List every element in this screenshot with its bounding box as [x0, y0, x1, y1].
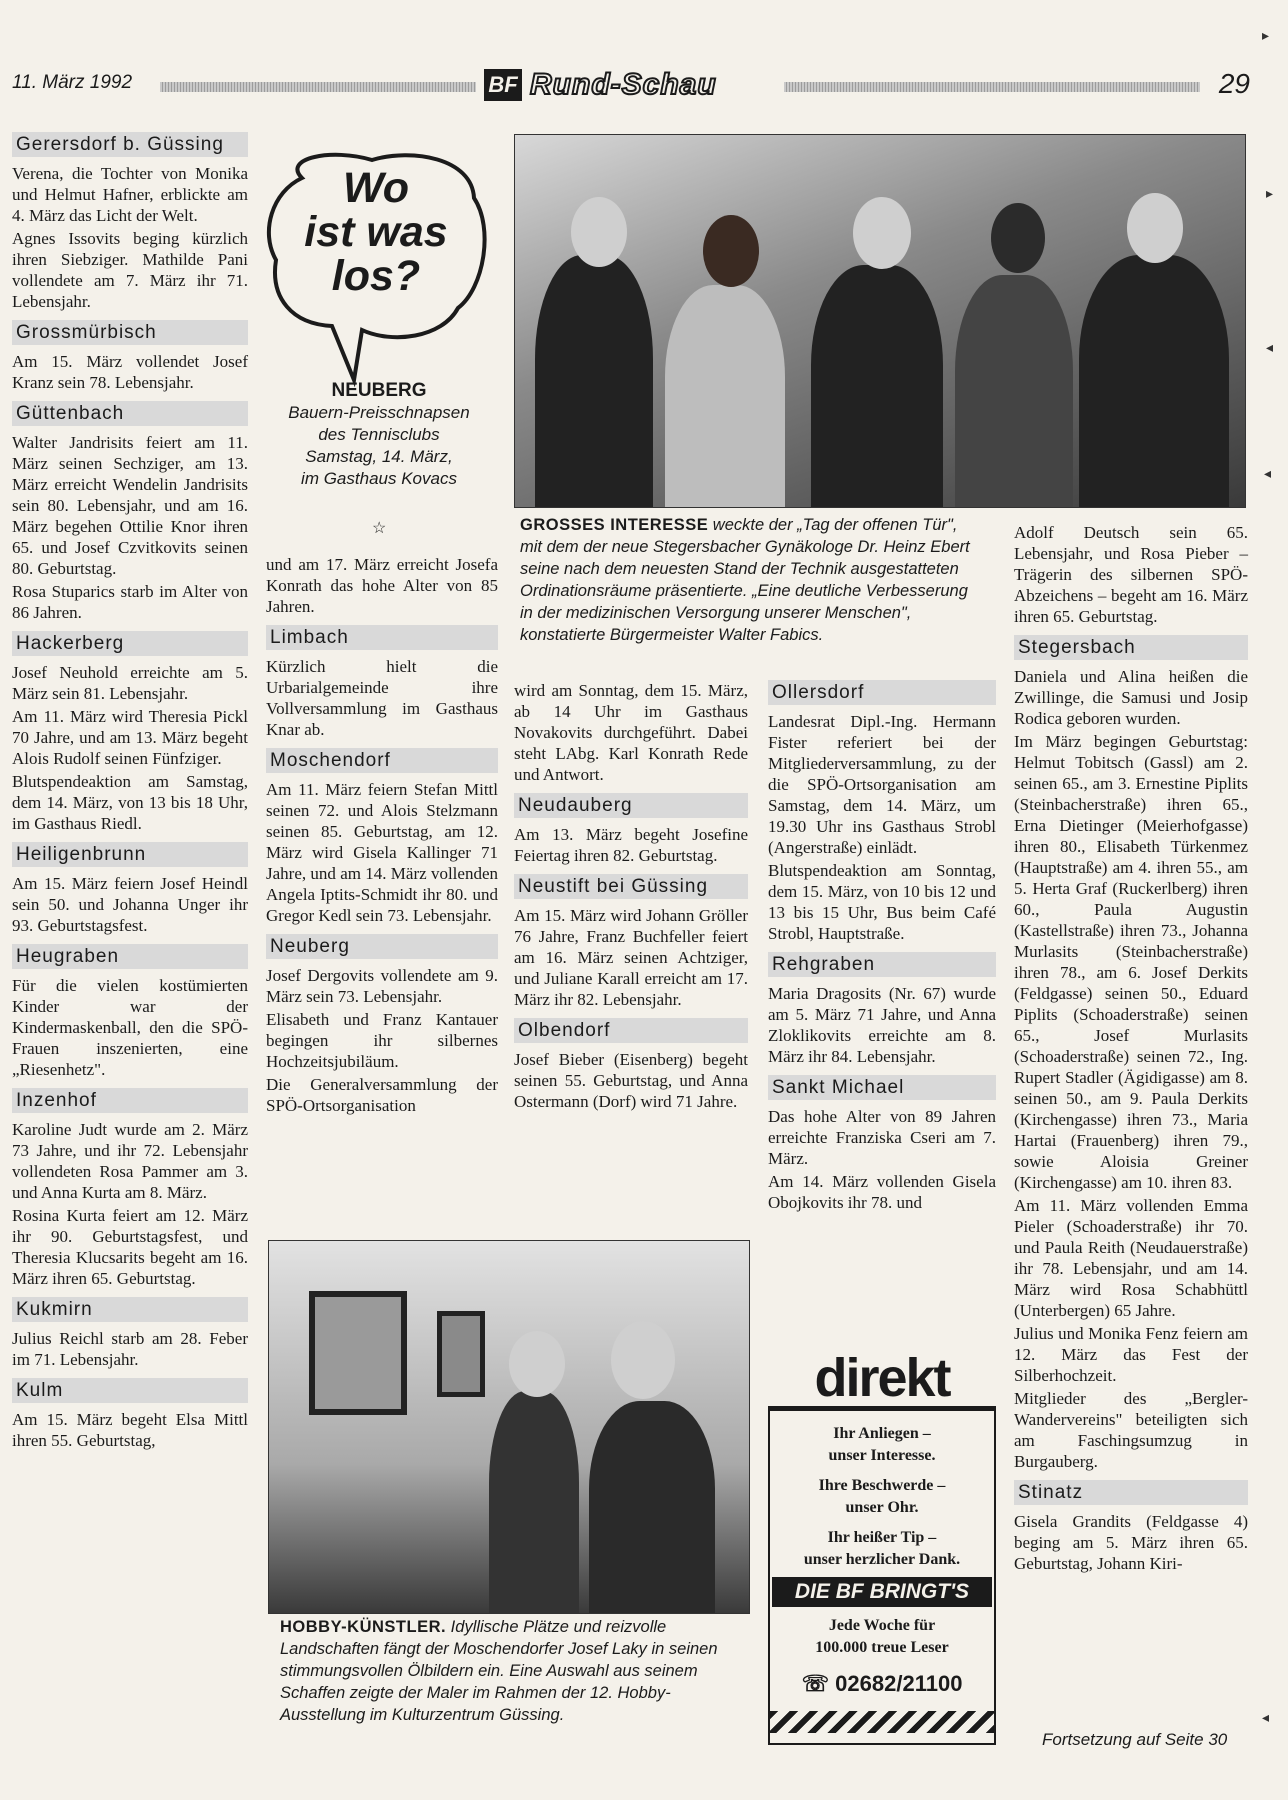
paragraph: Am 13. März begeht Josefine Feiertag ihren 82. Geburtstag. [514, 825, 748, 865]
column-4 [768, 680, 996, 1215]
event-line: Bauern-Preisschnapsen [288, 403, 470, 422]
margin-mark-icon: ◂ [1262, 1711, 1270, 1726]
margin-mark-icon: ◂ [1264, 467, 1272, 482]
heading-ollersdorf: Ollersdorf [768, 680, 996, 705]
bubble-line: Wo [342, 164, 410, 212]
heading-grossmuerbisch: Grossmürbisch [12, 320, 248, 345]
paragraph: Für die vielen kostümierten Kinder war der Kindermaskenball, den die SPÖ-Frauen inszenierten, eine „Riesenhetz". [12, 976, 248, 1079]
bf-logo: BF [484, 69, 522, 101]
person-head [853, 197, 911, 269]
heading-neudauberg: Neudauberg [514, 793, 748, 818]
painting [309, 1291, 407, 1415]
person [955, 275, 1073, 508]
heading-hackerberg: Hackerberg [12, 631, 248, 656]
paragraph: Agnes Issovits beging kürzlich ihren Siebziger. Mathilde Pani vollendete am 7. März ihr 71. Lebensjahr. [12, 229, 248, 311]
heading-neustift: Neustift bei Güssing [514, 874, 748, 899]
heading-kukmirn: Kukmirn [12, 1297, 248, 1322]
paragraph: Daniela und Alina heißen die Zwillinge, die Samusi und Josip Rodica geboren wurden. [1014, 667, 1248, 728]
paragraph: Josef Neuhold erreichte am 5. März sein 81. Lebensjahr. [12, 663, 248, 703]
person-head [509, 1331, 565, 1397]
person-head [571, 197, 627, 267]
heading-heugraben: Heugraben [12, 944, 248, 969]
zigzag-border [770, 1711, 994, 1733]
continued-note: Fortsetzung auf Seite 30 [1042, 1730, 1228, 1749]
margin-mark-icon: ▸ [1266, 187, 1274, 202]
person [811, 265, 943, 508]
person-head [1127, 193, 1183, 263]
paragraph: Die Generalversammlung der SPÖ-Ortsorganisation [266, 1075, 498, 1115]
heading-rehgraben: Rehgraben [768, 952, 996, 977]
paragraph: Landesrat Dipl.-Ing. Hermann Fister referiert bei der Mitgliederversammlung, zu der die SPÖ-Ortsorganisation am Samstag, dem 14. März, um 19.30 Uhr ins Gasthaus Strobl (Angerstraße) einlädt. [768, 712, 996, 857]
direkt-ad [768, 1350, 996, 1748]
heading-guettenbach: Güttenbach [12, 401, 248, 426]
person [1079, 255, 1229, 508]
heading-moschendorf: Moschendorf [266, 748, 498, 773]
paragraph: Elisabeth und Franz Kantauer begingen ihr silbernes Hochzeitsjubiläum. [266, 1010, 498, 1071]
event-line: im Gasthaus Kovacs [301, 469, 457, 488]
speech-bubble [262, 148, 490, 388]
heading-sankt-michael: Sankt Michael [768, 1075, 996, 1100]
paragraph: wird am Sonntag, dem 15. März, ab 14 Uhr im Gasthaus Novakovits durchgeführt. Dabei steht LAbg. Karl Konrath Rede und Antwort. [514, 681, 748, 784]
paragraph: Blutspendeaktion am Sonntag, dem 15. März, von 10 bis 12 und 13 bis 15 Uhr, Bus beim Café Strobl, Hauptstraße. [768, 861, 996, 943]
event-line: Samstag, 14. März, [305, 447, 453, 466]
heading-heiligenbrunn: Heiligenbrunn [12, 842, 248, 867]
paragraph: Im März begingen Geburtstag: Helmut Tobitsch (Gassl) am 2. seinen 65., am 3. Ernestine Piplits (Steinbacherstraße) ihren 65., Erna Dietinger (Meierhofgasse) ihren 80., Elisabeth Türkenmez (Hauptstraße) am 4. ihren 55., am 5. Herta Graf (Ruckerlberg) ihren 60., Paula Augustin (Kastellstraße) ihren 73., Johanna Murlasits (Steinbacherstraße) ihren 78., am 6. Josef Derkits (Feldgasse) seinen 50., Eduard Piplits (Schoaderstraße) seinen 65., Josef Murlasits (Schoaderstraße) seinen 72., Ing. Rupert Stadler (Ägidigasse) am 8. seinen 50., am 9. Paula Derkits (Kirchengasse) ihren 73., Maria Hartai (Frauenberg) ihren 79., sowie Aloisia Greiner (Kirchengasse) am 10. ihren 83. [1014, 732, 1248, 1192]
paragraph: Gisela Grandits (Feldgasse 4) beging am 5. März ihren 65. Geburtstag, Johann Kiri- [1014, 1512, 1248, 1573]
paragraph: Am 14. März vollenden Gisela Obojkovits ihr 78. und [768, 1172, 996, 1212]
heading-limbach: Limbach [266, 625, 498, 650]
ad-line: unser Ohr. [845, 1499, 919, 1516]
painting [437, 1311, 485, 1397]
header-rule-right [784, 82, 1200, 92]
bubble-line: los? [331, 252, 421, 300]
paragraph: Adolf Deutsch sein 65. Lebensjahr, und Rosa Pieber – Trägerin des silbernen SPÖ-Abzeichens – begeht am 16. März ihren 65. Geburtstag. [1014, 523, 1248, 626]
paragraph: und am 17. März erreicht Josefa Konrath das hohe Alter von 85 Jahren. [266, 555, 498, 616]
heading-olbendorf: Olbendorf [514, 1018, 748, 1043]
paragraph: Julius Reichl starb am 28. Feber im 71. Lebensjahr. [12, 1329, 248, 1369]
paragraph: Am 15. März vollendet Josef Kranz sein 78. Lebensjahr. [12, 352, 248, 392]
ad-line: Ihr heißer Tip – [827, 1529, 937, 1546]
heading-gerersdorf: Gerersdorf b. Güssing [12, 132, 248, 157]
ad-line: unser herzlicher Dank. [803, 1551, 961, 1568]
ad-title: direkt [768, 1350, 996, 1411]
group-photo [514, 134, 1246, 508]
caption-text: Idyllische Plätze und reizvolle Landschaften fängt der Moschendorfer Josef Laky in seinen stimmungsvollen Ölbildern ein. Eine Auswahl aus seinem Schaffen zeigte der Maler im Rahmen der 12. Hobby-Ausstellung im Kulturzentrum Güssing. [280, 1618, 718, 1724]
paragraph: Verena, die Tochter von Monika und Helmut Hafner, erblickte am 4. März das Licht der Welt. [12, 164, 248, 225]
ad-line: Ihr Anliegen – [833, 1425, 931, 1442]
person-head [703, 215, 759, 287]
heading-stinatz: Stinatz [1014, 1480, 1248, 1505]
caption-text: weckte der „Tag der offenen Tür", mit dem der neue Stegersbacher Gynäkologe Dr. Heinz Ebert seine nach dem neuesten Stand der Technik ausgestatteten Ordinationsräume präsentierte. „Eine deutliche Verbesserung in der medizinischen Versorgung unserer Menschen", konstatierte Bürgermeister Walter Fabics. [520, 516, 970, 644]
margin-mark-icon: ▸ [1262, 29, 1270, 44]
ad-band: DIE BF BRINGT'S [772, 1577, 992, 1607]
paragraph: Kürzlich hielt die Urbarialgemeinde ihre Vollversammlung im Gasthaus Knar ab. [266, 657, 498, 739]
person-head [611, 1321, 675, 1399]
section-title: Rund-Schau [530, 68, 717, 101]
caption-lead: HOBBY-KÜNSTLER. [280, 1618, 447, 1636]
photo-caption [520, 514, 970, 646]
person [665, 285, 785, 508]
heading-neuberg: Neuberg [266, 934, 498, 959]
heading-stegersbach: Stegersbach [1014, 635, 1248, 660]
person [589, 1401, 715, 1614]
paragraph: Das hohe Alter von 89 Jahren erreichte Franziska Cseri am 7. März. [768, 1107, 996, 1168]
paragraph: Josef Dergovits vollendete am 9. März sein 73. Lebensjahr. [266, 966, 498, 1006]
margin-mark-icon: ◂ [1266, 341, 1274, 356]
paragraph: Am 15. März wird Johann Gröller 76 Jahre, Franz Buchfeller feiert am 16. März seinen Achtziger, und Juliane Karall erreicht am 17. März ihr 82. Lebensjahr. [514, 906, 748, 1009]
event-place: NEUBERG [331, 380, 427, 401]
page-number: 29 [1218, 68, 1250, 99]
heading-inzenhof: Inzenhof [12, 1088, 248, 1113]
heading-kulm: Kulm [12, 1378, 248, 1403]
paragraph: Am 11. März vollenden Emma Pieler (Schoaderstraße) ihr 70. und Paula Reith (Neudauerstraße) ihr 78. Lebensjahr, und am 14. März wird Rosa Schabhüttl (Unterbergen) 65 Jahre. [1014, 1196, 1248, 1320]
paragraph: Walter Jandrisits feiert am 11. März seinen Sechziger, am 13. März erreicht Wendelin Jandrisits sein 80. Lebensjahr, und am 16. März begehen Ottilie Knor ihren 65. und Josef Czvitkovits seinen 80. Geburtstag. [12, 433, 248, 578]
paragraph: Maria Dragosits (Nr. 67) wurde am 5. März 71 Jahre, und Anna Zloklikovits erreichte am 8. März ihr 84. Lebensjahr. [768, 984, 996, 1066]
paragraph: Julius und Monika Fenz feiern am 12. März das Fest der Silberhochzeit. [1014, 1324, 1248, 1385]
column-5 [1014, 522, 1248, 1576]
event-line: des Tennisclubs [318, 425, 440, 444]
ad-line: Ihre Beschwerde – [818, 1477, 946, 1494]
ad-line: Jede Woche für [828, 1617, 936, 1634]
paragraph: Am 11. März wird Theresia Pickl 70 Jahre, und am 13. März begeht Alois Rudolf seinen Fünfziger. [12, 707, 248, 768]
section-logo [484, 68, 717, 102]
ad-line: unser Interesse. [828, 1447, 936, 1464]
column-3 [514, 680, 748, 1114]
issue-date: 11. März 1992 [12, 72, 133, 93]
person [489, 1391, 579, 1614]
paragraph: Rosa Stuparics starb im Alter von 86 Jahren. [12, 582, 248, 622]
exhibition-photo [268, 1240, 750, 1614]
paragraph: Rosina Kurta feiert am 12. März ihr 90. Geburtstagsfest, und Theresia Klucsarits begeht am 16. März ihren 65. Geburtstag. [12, 1206, 248, 1288]
photo-caption [280, 1616, 746, 1726]
ad-box [768, 1411, 996, 1745]
paragraph: Am 15. März feiern Josef Heindl sein 50. und Johanna Unger ihr 93. Geburtstagsfest. [12, 874, 248, 935]
paragraph: Blutspendeaktion am Samstag, dem 14. März, von 13 bis 18 Uhr, im Gasthaus Riedl. [12, 772, 248, 833]
person-head [991, 203, 1045, 273]
person [535, 255, 653, 508]
ad-phone: ☏ 02682/21100 [801, 1671, 963, 1696]
event-box [264, 380, 494, 490]
paragraph: Josef Bieber (Eisenberg) begeht seinen 55. Geburtstag, und Anna Ostermann (Dorf) wird 71 Jahre. [514, 1050, 748, 1111]
paragraph: Mitglieder des „Bergler-Wandervereins" beteiligten sich am Faschingsumzug in Burgauberg. [1014, 1389, 1248, 1471]
paragraph: Karoline Judt wurde am 2. März 73 Jahre, und ihr 72. Lebensjahr vollendeten Rosa Pammer am 3. und Anna Kurta am 8. März. [12, 1120, 248, 1202]
column-1 [12, 132, 248, 1453]
bubble-text [262, 166, 490, 298]
page-header [12, 68, 1250, 104]
header-rule-left [160, 82, 476, 92]
star-icon: ☆ [372, 520, 387, 537]
bubble-line: ist was [304, 208, 448, 256]
paragraph: Am 15. März begeht Elsa Mittl ihren 55. Geburtstag, [12, 1410, 248, 1450]
ad-line: 100.000 treue Leser [815, 1639, 949, 1656]
column-2 [266, 554, 498, 1118]
paragraph: Am 11. März feiern Stefan Mittl seinen 72. und Alois Stelzmann seinen 85. Geburtstag, am 12. März wird Gisela Kallinger 71 Jahre, und am 14. März vollenden Angela Iptits-Schmidt ihr 80. und Gregor Kedl sein 73. Lebensjahr. [266, 780, 498, 925]
caption-lead: GROSSES INTERESSE [520, 516, 709, 534]
